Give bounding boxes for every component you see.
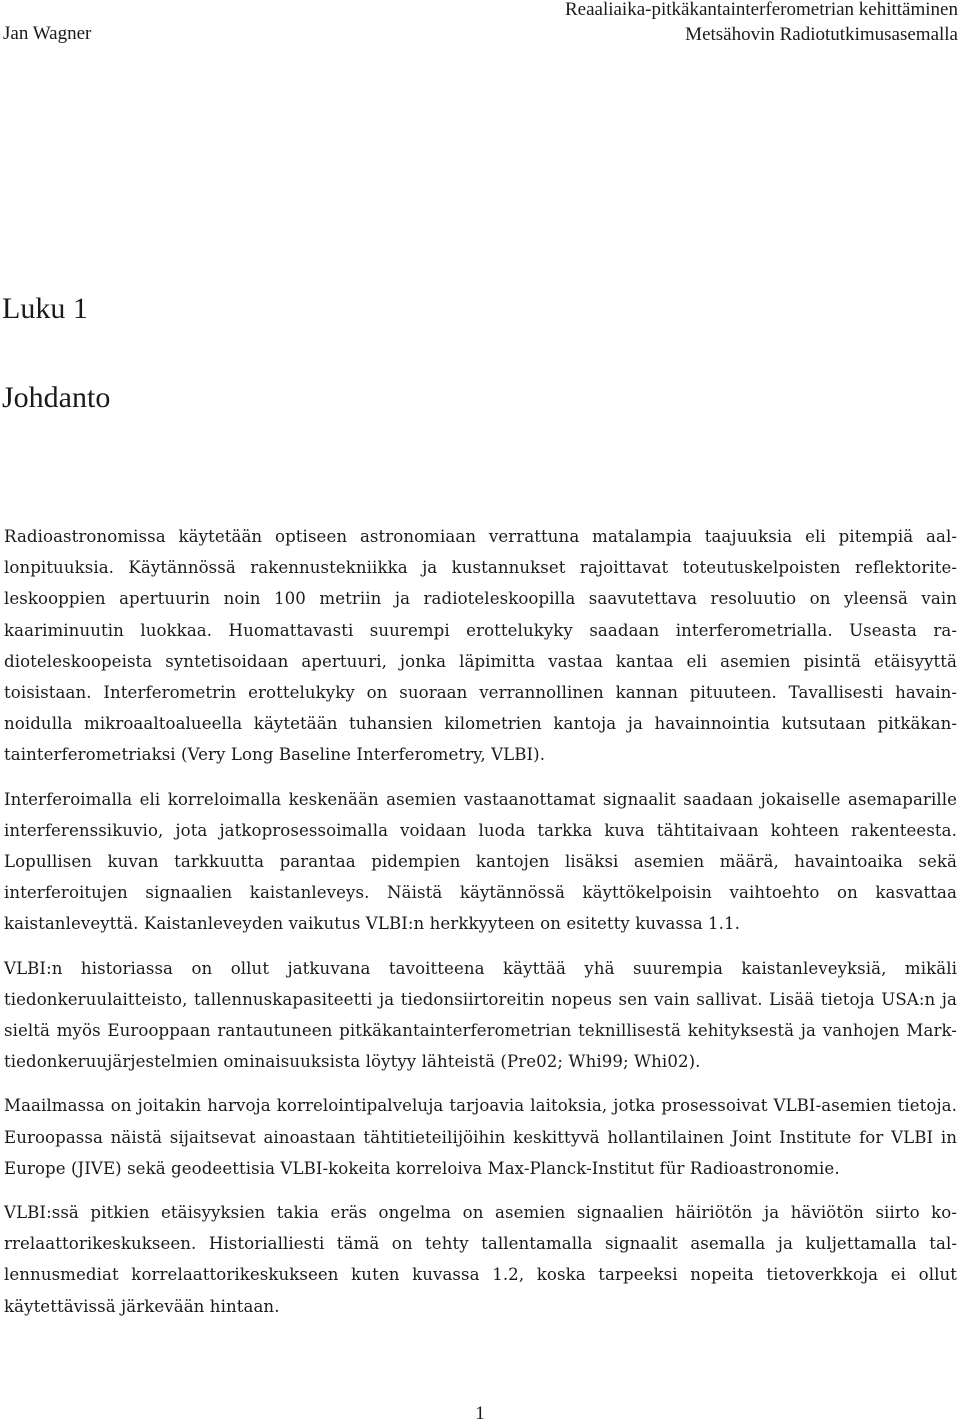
paragraph-3: VLBI:n historiassa on ollut jatkuvana tavoitteena käyttää yhä suurempia kaistanleveyksiä, mikäli tiedonkeruulaitteisto, tallennuskapasiteetti ja tiedonsiirtoreitin nopeus sen vain sallivat. Lisää tietoja USA:n ja sieltä myös Eurooppaan rantautuneen pitkäkantainterferometrian teknillisestä kehityksestä ja vanhojen Mark-tiedonkeruujärjestelmien ominaisuuksista löytyy lähteistä (Pre02; Whi99; Whi02). [4, 958, 957, 1072]
header-title-line-1: Reaaliaika-pitkäkantainterferometrian kehittäminen [564, 0, 958, 20]
paragraph-2: Interferoimalla eli korreloimalla keskenään asemien vastaanottamat signaalit saadaan jokaiselle asemaparille interferenssikuvio, jota jatkoprosessoimalla voidaan luoda tarkka kuva tähtitaivaan kohteen rakenteesta. Lopullisen kuvan tarkkuutta parantaa pidempien kantojen lisäksi asemien määrä, havaintoaika sekä interferoitujen signaalien kaistanleveys. Näistä käytännössä käyttökelpoisin vaihtoehto on kasvattaa kaistanleveyttä. Kaistanleveyden vaikutus VLBI:n herkkyyteen on esitetty kuvassa 1.1. [4, 789, 957, 934]
header-title-line-2: Metsähovin Radiotutkimusasemalla [685, 24, 958, 45]
paragraph-5: VLBI:ssä pitkien etäisyyksien takia eräs ongelma on asemien signaalien häiriötön ja häviötön siirto korrelaattorikeskukseen. Historialliesti tämä on tehty tallentamalla signaalit asemalla ja kuljettamalla tallennusmediat korrelaattorikeskukseen kuten kuvassa 1.2, koska tarpeeksi nopeita tietoverkkoja ei ollut käytettävissä järkevään hintaan. [4, 1203, 957, 1316]
chapter-title: Johdanto [2, 381, 111, 414]
header-thesis-title [565, 0, 958, 47]
chapter-body [4, 521, 957, 1335]
chapter-number: Luku 1 [2, 292, 88, 325]
page-number: 1 [475, 1403, 485, 1424]
paragraph-4: Maailmassa on joitakin harvoja korrelointipalveluja tarjoavia laitoksia, jotka prosessoivat VLBI-asemien tietoja. Euroopassa näistä sijaitsevat ainoastaan tähtitieteilijöihin keskittyvä hollantilainen Joint Institute for VLBI in Europe (JIVE) sekä geodeettisia VLBI-kokeita korreloiva Max-Planck-Institut für Radioastronomie. [4, 1096, 957, 1178]
paragraph-1: Radioastronomissa käytetään optiseen astronomiaan verrattuna matalampia taajuuksia eli pitempiä aallonpituuksia. Käytännössä rakennustekniikka ja kustannukset rajoittavat toteutuskelpoisten reflektoriteleskooppien apertuurin noin 100 metriin ja radioteleskoopilla saavutettava resoluutio on yleensä vain kaariminuutin luokkaa. Huomattavasti suurempi erottelukyky saadaan interferometrialla. Useasta radioteleskoopeista syntetisoidaan apertuuri, jonka läpimitta vastaa kantaa eli asemien pisintä etäisyyttä toisistaan. Interferometrin erottelukyky on suoraan verrannollinen kannan pituuteen. Tavallisesti havainnoidulla mikroaaltoalueella käytetään tuhansien kilometrien kantoja ja havainnointia kutsutaan pitkäkantainterferometriaksi (Very Long Baseline Interferometry, VLBI). [4, 527, 957, 765]
running-header [0, 0, 960, 48]
header-author: Jan Wagner [3, 23, 92, 44]
